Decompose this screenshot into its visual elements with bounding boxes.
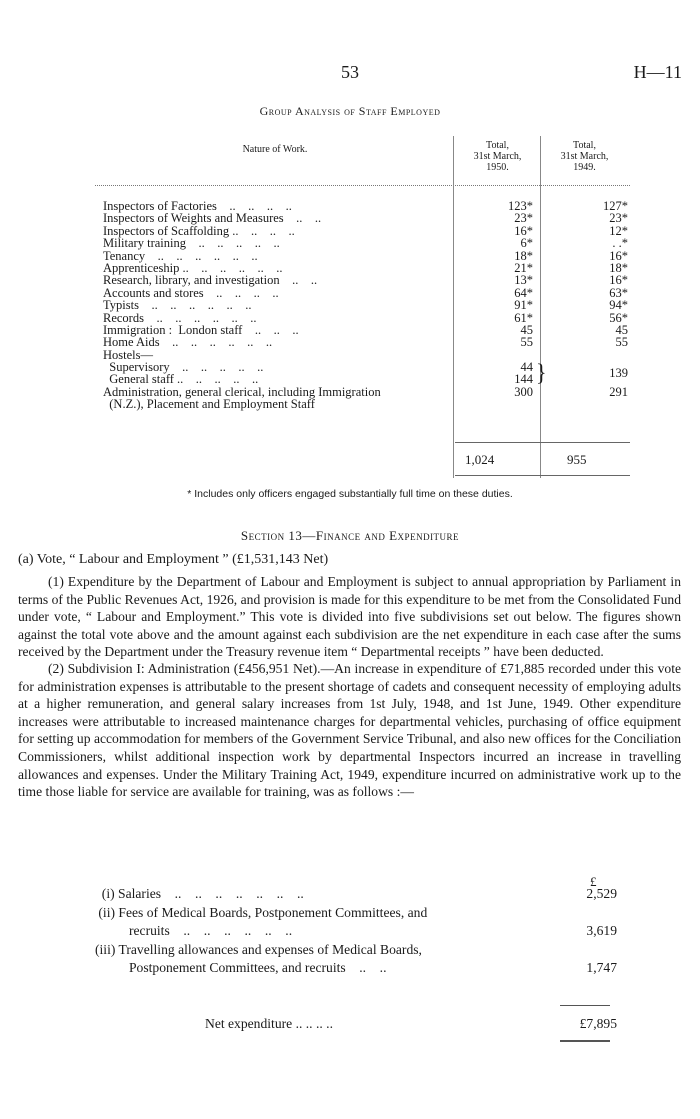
net-expenditure-row bbox=[205, 1016, 625, 1032]
row-value-1950: 18* bbox=[514, 248, 533, 263]
row-value-1950: 123* bbox=[508, 199, 533, 213]
row-label: Records .. .. .. .. .. .. bbox=[103, 310, 257, 325]
item-text: (ii) Fees of Medical Boards, Postponement Committees, and bbox=[95, 904, 428, 920]
row-label: Home Aids .. .. .. .. .. .. bbox=[103, 335, 273, 350]
row-label: Immigration : London staff .. .. .. bbox=[103, 322, 299, 337]
row-value-1949: 12* bbox=[609, 223, 628, 238]
table-row bbox=[95, 299, 630, 311]
row-value-1950: 44 bbox=[520, 360, 533, 375]
row-value-1949: 16* bbox=[609, 273, 628, 288]
row-value-1950: 64* bbox=[514, 285, 533, 300]
row-value-1950: 21* bbox=[514, 260, 533, 275]
item-amount: 2,529 bbox=[586, 886, 617, 901]
row-label: Typists .. .. .. .. .. .. bbox=[103, 298, 252, 313]
expenditure-item bbox=[95, 941, 625, 960]
row-label: Research, library, and investigation .. .. bbox=[103, 273, 318, 288]
row-label: Administration, general clerical, including Immigration bbox=[103, 384, 381, 399]
row-value-1949: 23* bbox=[609, 211, 628, 226]
table-body bbox=[95, 200, 630, 411]
row-value-1950: 6* bbox=[520, 236, 533, 251]
row-value-1949: 56* bbox=[609, 310, 628, 325]
double-rule bbox=[560, 1040, 610, 1042]
row-value-1949: 18* bbox=[609, 260, 628, 275]
net-expenditure-amount: £7,895 bbox=[579, 1016, 617, 1031]
row-label: Accounts and stores .. .. .. .. bbox=[103, 285, 279, 300]
row-value-1949: 139 bbox=[609, 366, 628, 381]
row-value-1950: 16* bbox=[514, 223, 533, 238]
item-amount: 1,747 bbox=[586, 960, 617, 975]
row-value-1950: 23* bbox=[514, 211, 533, 226]
row-value-1950: 144 bbox=[514, 372, 533, 387]
row-value-1950: 45 bbox=[520, 322, 533, 337]
pound-sign: £ bbox=[590, 874, 597, 889]
row-value-1950: 300 bbox=[514, 384, 533, 399]
expenditure-item bbox=[95, 922, 625, 941]
expenditure-item bbox=[95, 959, 625, 978]
expenditure-item bbox=[95, 904, 625, 923]
col-1949-header: Total, 31st March, 1949. bbox=[560, 140, 609, 173]
row-value-1949: 55 bbox=[615, 335, 628, 350]
row-label: Apprenticeship .. .. .. .. .. .. bbox=[103, 260, 283, 275]
row-value-1950: 55 bbox=[520, 335, 533, 350]
col-1950-header: Total, 31st March, 1950. bbox=[473, 140, 522, 173]
expenditure-item bbox=[95, 885, 625, 904]
row-value-1949: 63* bbox=[609, 285, 628, 300]
row-value-1949: 94* bbox=[609, 298, 628, 313]
paragraph-2: (2) Subdivision I: Administration (£456,951 Net).—An increase in expenditure of £71,885 recorded under this vote for administration expenses is attributable to the present shortage of cadets and consequent necessity of employing adults at a higher remuneration, and general salary increases from 1st July, 1948, and 1st June, 1949. Other expenditure increases were attributable to increased maintenance charges for departmental vehicles, purchasing of office equipment for setting up accommodation for members of the Government Service Tribunal, and also new offices for the Conciliation Commissioners, whilst additional inspection work by departmental Inspectors incurred an increase in travelling allowances and expenses. Under the Military Training Act, 1949, expenditure incurred on administrative work up to the time those liable for service are available for training, was as follows :— bbox=[18, 661, 681, 800]
row-value-1950: 91* bbox=[514, 298, 533, 313]
table-row bbox=[95, 237, 630, 249]
section-title: Section 13—Finance and Expenditure bbox=[240, 528, 460, 543]
row-value-1949: 45 bbox=[615, 322, 628, 337]
footnote: * Includes only officers engaged substantially full time on these duties. bbox=[187, 488, 513, 500]
page-reference: H—11 bbox=[633, 62, 682, 82]
hostel-brace-icon: } bbox=[536, 358, 547, 387]
item-text: (iii) Travelling allowances and expenses of Medical Boards, bbox=[95, 941, 422, 957]
totals-row bbox=[455, 442, 630, 476]
row-label: (N.Z.), Placement and Employment Staff bbox=[103, 397, 315, 412]
page-number: 53 bbox=[341, 62, 359, 82]
row-label: Tenancy .. .. .. .. .. .. bbox=[103, 248, 258, 263]
row-label: Inspectors of Factories .. .. .. .. bbox=[103, 199, 292, 213]
item-text: recruits .. .. .. .. .. .. bbox=[95, 923, 293, 938]
table-row bbox=[95, 212, 630, 224]
net-expenditure-label: Net expenditure .. .. .. .. bbox=[205, 1016, 333, 1031]
paragraph-1: (1) Expenditure by the Department of Labour and Employment is subject to annual appropriation by Parliament in terms of the Public Revenues Act, 1926, and provision is made for this expenditure to be met from the Consolidated Fund under vote, “ Labour and Employment.” This vote is divided into five subdivisions set out below. The figures shown against the total vote above and the amount against each subdivision are the net expenditure in each case after the sums received by the Department under the Treasury revenue item “ Departmental receipts ” have been deducted. bbox=[18, 574, 681, 660]
table-row bbox=[95, 274, 630, 286]
row-value-1949: . .* bbox=[612, 236, 628, 251]
item-amount: 3,619 bbox=[586, 923, 617, 938]
row-value-1950: 13* bbox=[514, 273, 533, 288]
row-label: Inspectors of Scaffolding .. .. .. .. bbox=[103, 223, 295, 238]
row-label: General staff .. .. .. .. .. bbox=[103, 372, 259, 387]
row-value-1950: 61* bbox=[514, 310, 533, 325]
row-value-1949: 127* bbox=[603, 199, 628, 213]
row-value-1949: 291 bbox=[609, 384, 628, 399]
table-header bbox=[95, 122, 630, 186]
table-row bbox=[95, 398, 630, 410]
table-row bbox=[95, 336, 630, 348]
row-label: Hostels— bbox=[103, 347, 153, 362]
row-label: Supervisory .. .. .. .. .. bbox=[103, 360, 264, 375]
rule-above-net bbox=[560, 1005, 610, 1006]
row-label: Inspectors of Weights and Measures .. .. bbox=[103, 211, 322, 226]
staff-table bbox=[95, 122, 630, 467]
item-text: Postponement Committees, and recruits .. .. bbox=[95, 960, 387, 975]
vote-heading: (a) Vote, “ Labour and Employment ” (£1,531,143 Net) bbox=[18, 552, 329, 567]
item-text: (i) Salaries .. .. .. .. .. .. .. bbox=[95, 886, 304, 901]
row-label: Military training .. .. .. .. .. bbox=[103, 236, 280, 251]
expenditure-items bbox=[95, 885, 625, 978]
total-1950: 1,024 bbox=[465, 452, 495, 467]
row-value-1949: 16* bbox=[609, 248, 628, 263]
total-1949: 955 bbox=[567, 452, 587, 467]
col-nature-header: Nature of Work. bbox=[242, 144, 308, 155]
table-title: Group Analysis of Staff Employed bbox=[259, 104, 441, 118]
